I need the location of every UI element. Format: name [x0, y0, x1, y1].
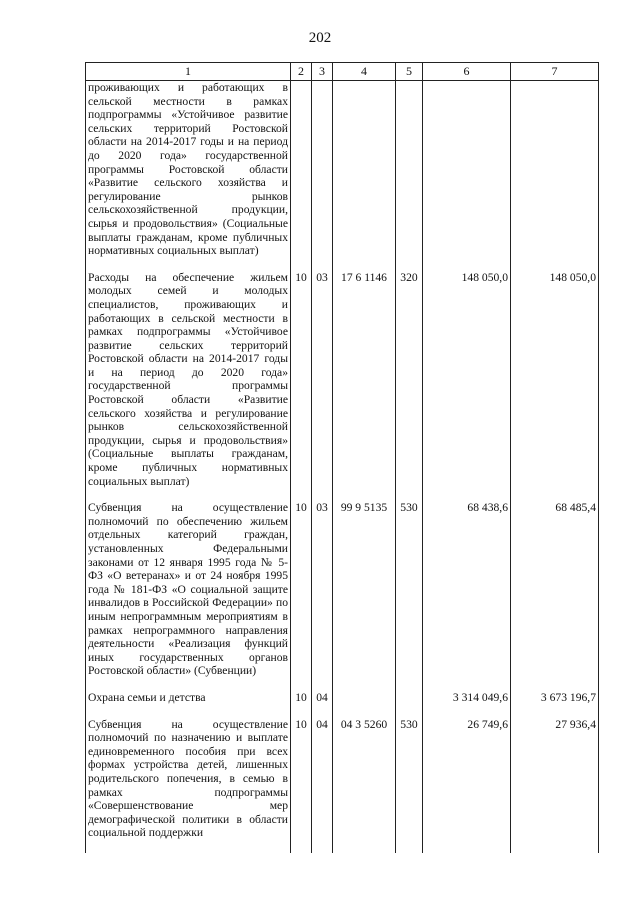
row-section: 10: [291, 271, 312, 502]
budget-table: [85, 62, 599, 853]
column-number-row: [86, 63, 599, 81]
page-number: 202: [308, 30, 332, 46]
row-value-2017: 148 050,0: [511, 271, 599, 502]
row-article: [333, 691, 396, 718]
row-section: 10: [291, 718, 312, 853]
table-row: [86, 718, 599, 853]
row-article: [333, 81, 396, 271]
row-expense-type: 530: [396, 718, 423, 853]
row-subsection: 04: [312, 691, 333, 718]
row-subsection: 03: [312, 501, 333, 691]
row-value-2016: 68 438,6: [423, 501, 511, 691]
row-expense-type: [396, 691, 423, 718]
table-row: [86, 691, 599, 718]
column-header: 6: [423, 63, 511, 81]
row-name: Расходы на обеспечение жильем молодых семей и молодых специалистов, проживающих и работающих в сельской местности в рамках подпрограммы «Устойчивое развитие сельских территорий Ростовской области на 2014-2017 годы и на период до 2020 года» государственной программы Ростовской области «Развитие сельского хозяйства и регулирование рынков сельскохозяйственной продукции, сырья и продовольствия» (Социальные выплаты гражданам, кроме публичных нормативных социальных выплат): [86, 271, 291, 502]
column-header: 2: [291, 63, 312, 81]
row-section: 10: [291, 691, 312, 718]
row-name: Охрана семьи и детства: [86, 691, 291, 718]
column-header: 3: [312, 63, 333, 81]
row-value-2017: 27 936,4: [511, 718, 599, 853]
row-expense-type: 530: [396, 501, 423, 691]
table-row: [86, 81, 599, 271]
row-subsection: [312, 81, 333, 271]
row-value-2016: 3 314 049,6: [423, 691, 511, 718]
row-subsection: 03: [312, 271, 333, 502]
row-article: 17 6 1146: [333, 271, 396, 502]
row-value-2017: [511, 81, 599, 271]
row-section: [291, 81, 312, 271]
table-row: [86, 501, 599, 691]
row-name: Субвенция на осуществление полномочий по обеспечению жильем отдельных категорий граждан, установленных Федеральными законами от 12 января 1995 года № 5-ФЗ «О ветеранах» и от 24 ноября 1995 года № 181-ФЗ «О социальной защите инвалидов в Российской Федерации» по иным непрограммным мероприятиям в рамках непрограммного направления деятельности «Реализация функций иных государственных органов Ростовской области» (Субвенции): [86, 501, 291, 691]
row-value-2016: 148 050,0: [423, 271, 511, 502]
row-article: 99 9 5135: [333, 501, 396, 691]
row-name: проживающих и работающих в сельской местности в рамках подпрограммы «Устойчивое развитие сельских территорий Ростовской области на 2014-2017 годы и на период до 2020 года» государственной программы Ростовской области «Развитие сельского хозяйства и регулирование рынков сельскохозяйственной продукции, сырья и продовольствия» (Социальные выплаты гражданам, кроме публичных нормативных социальных выплат): [86, 81, 291, 271]
row-expense-type: 320: [396, 271, 423, 502]
column-header: 4: [333, 63, 396, 81]
row-value-2016: 26 749,6: [423, 718, 511, 853]
column-header: 5: [396, 63, 423, 81]
row-value-2017: 3 673 196,7: [511, 691, 599, 718]
row-subsection: 04: [312, 718, 333, 853]
column-header: 7: [511, 63, 599, 81]
row-value-2017: 68 485,4: [511, 501, 599, 691]
row-expense-type: [396, 81, 423, 271]
row-value-2016: [423, 81, 511, 271]
row-name: Субвенция на осуществление полномочий по назначению и выплате единовременного пособия при всех формах устройства детей, лишенных родительского попечения, в семью в рамках подпрограммы «Совершенствование мер демографической политики в области социальной поддержки: [86, 718, 291, 853]
row-article: 04 3 5260: [333, 718, 396, 853]
table-row: [86, 271, 599, 502]
column-header: 1: [86, 63, 291, 81]
row-section: 10: [291, 501, 312, 691]
